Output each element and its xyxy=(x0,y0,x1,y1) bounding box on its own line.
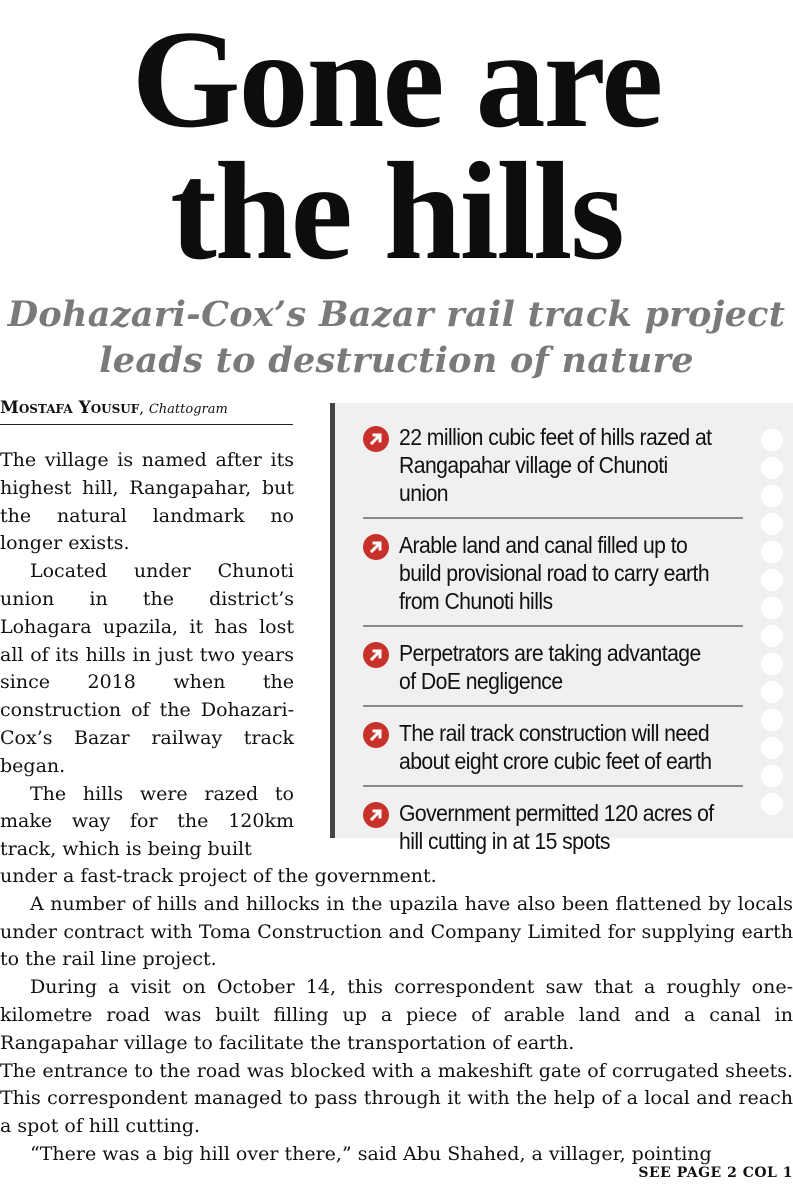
continuation-note: SEE PAGE 2 COL 1 xyxy=(638,1165,793,1181)
article-full-width xyxy=(0,863,793,1169)
highlight-item xyxy=(363,423,743,519)
deck-line-2: leads to destruction of nature xyxy=(99,340,694,381)
arrow-up-right-icon xyxy=(363,802,389,828)
perforation-dot xyxy=(761,625,783,647)
deck-line-1: Dohazari-Cox’s Bazar rail track project xyxy=(7,294,786,335)
headline-line-1: Gone are xyxy=(131,2,662,157)
highlight-text: Perpetrators are taking advantage of DoE negligence xyxy=(399,640,701,694)
paragraph: The hills were razed to make way for the 120km track, which is being built xyxy=(0,782,294,861)
highlight-item xyxy=(363,639,743,707)
perforation-dot xyxy=(761,429,783,451)
highlight-text: Government permitted 120 acres of hill cutting in at 15 spots xyxy=(399,800,714,854)
perforation-decoration xyxy=(761,429,787,821)
perforation-dot xyxy=(761,457,783,479)
headline-line-2: the hills xyxy=(170,134,623,289)
arrow-up-right-icon xyxy=(363,642,389,668)
perforation-dot xyxy=(761,597,783,619)
highlight-text: The rail track construction will need about eight crore cubic feet of earth xyxy=(399,720,712,774)
byline-author: Mostafa Yousuf xyxy=(0,398,140,418)
perforation-dot xyxy=(761,737,783,759)
perforation-dot xyxy=(761,513,783,535)
byline-separator: , xyxy=(139,399,145,417)
highlights-sidebar xyxy=(330,403,793,854)
highlight-text: 22 million cubic feet of hills razed at Rangapahar village of Chunoti union xyxy=(399,424,712,506)
paragraph: During a visit on October 14, this correspondent saw that a roughly one-kilometre road was built filling up a piece of arable land and a canal in Rangapahar village to facilitate the transportation of earth. xyxy=(0,976,793,1054)
perforation-dot xyxy=(761,653,783,675)
paragraph: Located under Chunoti union in the district’s Lohagara upazila, it has lost all of its hills in just two years since 2018 when the construction of the Dohazari-Cox’s Bazar railway track began. xyxy=(0,560,294,777)
arrow-up-right-icon xyxy=(363,426,389,452)
byline xyxy=(0,398,293,425)
perforation-dot xyxy=(761,681,783,703)
perforation-dot xyxy=(761,569,783,591)
perforation-dot xyxy=(761,485,783,507)
arrow-up-right-icon xyxy=(363,722,389,748)
perforation-dot xyxy=(761,709,783,731)
headline xyxy=(0,2,793,289)
perforation-dot xyxy=(761,765,783,787)
highlight-item xyxy=(363,799,743,865)
highlight-item xyxy=(363,719,743,787)
paragraph: The entrance to the road was blocked with a makeshift gate of corrugated sheets. This correspondent managed to pass through it with the help of a local and reach a spot of hill cutting. xyxy=(0,1059,793,1138)
arrow-up-right-icon xyxy=(363,534,389,560)
byline-place: Chattogram xyxy=(148,402,228,417)
paragraph: under a fast-track project of the government. xyxy=(0,865,437,887)
highlight-text: Arable land and canal filled up to build provisional road to carry earth from Chunoti hills xyxy=(399,532,710,614)
article-column-1 xyxy=(0,447,294,864)
perforation-dot xyxy=(761,541,783,563)
paragraph: “There was a big hill over there,” said Abu Shahed, a villager, pointing xyxy=(30,1142,712,1165)
paragraph: The village is named after its highest hill, Rangapahar, but the natural landmark no longer exists. xyxy=(0,449,294,555)
paragraph: A number of hills and hillocks in the upazila have also been flattened by locals under contract with Toma Construction and Company Limited for supplying earth to the rail line project. xyxy=(0,892,793,971)
highlights-list xyxy=(363,423,743,877)
deck-subheadline xyxy=(0,292,793,384)
highlight-item xyxy=(363,531,743,627)
perforation-dot xyxy=(761,793,783,815)
